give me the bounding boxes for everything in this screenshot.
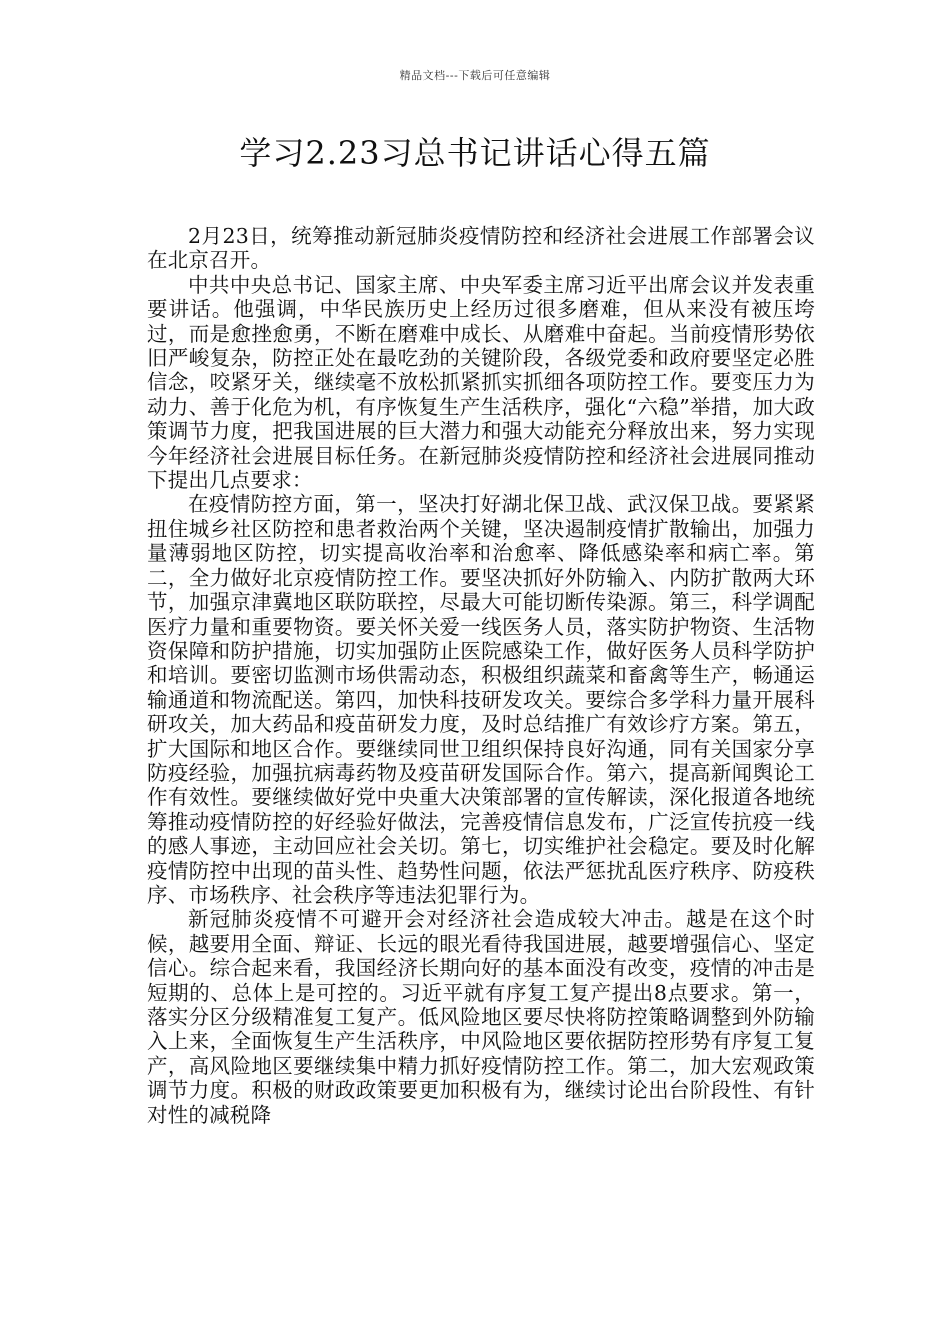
paragraph: 新冠肺炎疫情不可避开会对经济社会造成较大冲击。越是在这个时候，越要用全面、辩证、长远的眼光看待我国进展，越要增强信心、坚定信心。综合起来看，我国经济长期向好的基本面没有改变，疫情的冲击是短期的、总体上是可控的。习近平就有序复工复产提出8点要求。第一，落实分区分级精准复工复产。低风险地区要尽快将防控策略调整到外防输入上来，全面恢复生产生活秩序，中风险地区要依据防控形势有序复工复产，高风险地区要继续集中精力抓好疫情防控工作。第二，加大宏观政策调节力度。积极的财政政策要更加积极有为，继续讨论出台阶段性、有针对性的减税降 [147,907,815,1127]
paragraph: 在疫情防控方面，第一，坚决打好湖北保卫战、武汉保卫战。要紧紧扭住城乡社区防控和患者救治两个关键，坚决遏制疫情扩散输出，加强力量薄弱地区防控，切实提高收治率和治愈率、降低感染率和病亡率。第二，全力做好北京疫情防控工作。要坚决抓好外防输入、内防扩散两大环节，加强京津冀地区联防联控，尽最大可能切断传染源。第三，科学调配医疗力量和重要物资。要关怀关爱一线医务人员，落实防护物资、生活物资保障和防护措施，切实加强防止医院感染工作，做好医务人员科学防护和培训。要密切监测市场供需动态，积极组织蔬菜和畜禽等生产，畅通运输通道和物流配送。第四，加快科技研发攻关。要综合多学科力量开展科研攻关，加大药品和疫苗研发力度，及时总结推广有效诊疗方案。第五，扩大国际和地区合作。要继续同世卫组织保持良好沟通，同有关国家分享防疫经验，加强抗病毒药物及疫苗研发国际合作。第六，提高新闻舆论工作有效性。要继续做好党中央重大决策部署的宣传解读，深化报道各地统筹推动疫情防控的好经验好做法，完善疫情信息发布，广泛宣传抗疫一线的感人事迹，主动回应社会关切。第七，切实维护社会稳定。要及时化解疫情防控中出现的苗头性、趋势性问题，依法严惩扰乱医疗秩序、防疫秩序、市场秩序、社会秩序等违法犯罪行为。 [147,492,815,907]
page-title: 学习2.23习总书记讲话心得五篇 [239,134,711,172]
paragraph: 中共中央总书记、国家主席、中央军委主席习近平出席会议并发表重要讲话。他强调，中华民族历史上经历过很多磨难，但从来没有被压垮过，而是愈挫愈勇，不断在磨难中成长、从磨难中奋起。当前疫情形势依旧严峻复杂，防控正处在最吃劲的关键阶段，各级党委和政府要坚定必胜信念，咬紧牙关，继续毫不放松抓紧抓实抓细各项防控工作。要变压力为动力、善于化危为机，有序恢复生产生活秩序，强化“六稳”举措，加大政策调节力度，把我国进展的巨大潜力和强大动能充分释放出来，努力实现今年经济社会进展目标任务。在新冠肺炎疫情防控和经济社会进展同推动下提出几点要求： [147,272,815,493]
document-body [147,224,815,1127]
header-note: 精品文档---下载后可任意编辑 [399,69,551,82]
paragraph: 2月23日，统筹推动新冠肺炎疫情防控和经济社会进展工作部署会议在北京召开。 [147,224,815,273]
